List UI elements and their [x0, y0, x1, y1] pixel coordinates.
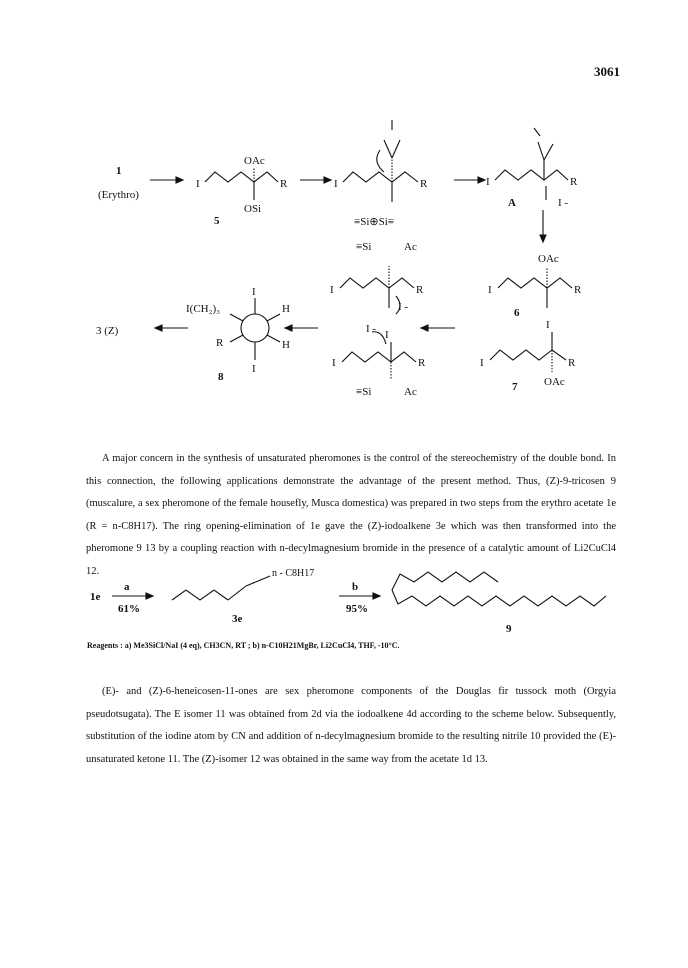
paragraph-2-text: (E)- and (Z)-6-heneicosen-11-ones are sex pheromone components of the Douglas fir tussock moth (Orgyia pseudotsugata). The E isomer 11 was obtained from 2d via the iodoalkene 4d according to the scheme below. Subsequently, substitution of the iodine atom by CN and addition of n-decylmagnesium bromide to the resulting nitrile 10 provided the (E)- unsaturated ketone 11. The (Z)-isomer 12 was obtained in the same way from the acetate 1d 13.	[86, 686, 616, 765]
newman-r: R	[216, 337, 224, 349]
yield-a: 61%	[118, 603, 140, 615]
r-lower: R	[418, 357, 426, 369]
newman-h-bottom: H	[282, 339, 290, 351]
iodine-7-top: I	[546, 319, 550, 331]
iodine-lower: I	[385, 329, 389, 341]
newman-ich2: I(CH₂)₃	[186, 303, 220, 315]
r-int: R	[420, 178, 428, 190]
step-b: b	[352, 581, 359, 593]
r-5: R	[280, 178, 288, 190]
synthesis-scheme	[0, 560, 688, 640]
cpd-5-label: 5	[214, 215, 220, 227]
reagents-caption: Reagents : a) Me3SiCl/NaI (4 eq), CH3CN, RT ; b) n-C10H21MgBr, Li2CuCl4, THF, -10°C.	[87, 641, 400, 650]
paragraph-1-text: A major concern in the synthesis of unsaturated pheromones is the control of the stereochemistry of the double bond. In this connection, the following applications demonstrate the advantage of the present method. Thus, (Z)-9-tricosen 9 (muscalure, a sex pheromone of the female housefly, Musca domestica) was prepared in two steps from the erythro acetate 1e (R = n-C8H17). The ring opening-elimination of 1e gave the (Z)-iodoalkene 3e which was then transformed into the pheromone 9 13 by a coupling reaction with n-decylmagnesium bromide in the presence of a catalytic amount of Li2CuCl4 12.	[86, 453, 616, 577]
oac-5: OAc	[244, 155, 265, 167]
newman-i-top: I	[252, 286, 256, 298]
si-oac-bottom: ≡Si	[356, 386, 372, 398]
cpd-8-label: 8	[218, 371, 224, 383]
newman-h-top: H	[282, 303, 290, 315]
osi-5: OSi	[244, 203, 262, 215]
cpd-a-label: A	[508, 197, 516, 209]
newman-i-bottom: I	[252, 363, 256, 375]
iodine-6: I	[488, 284, 492, 296]
paragraph-2	[86, 681, 616, 771]
oac-6: OAc	[538, 253, 559, 265]
product-3z: 3 (Z)	[96, 325, 119, 337]
iodine-7: I	[480, 357, 484, 369]
oac-7: OAc	[544, 376, 565, 388]
iodine-int: I	[334, 178, 338, 190]
r-6: R	[574, 284, 582, 296]
r-7: R	[568, 357, 576, 369]
yield-b: 95%	[346, 603, 368, 615]
r-a: R	[570, 176, 578, 188]
i-minus-mid: I -	[398, 301, 409, 313]
r-mid: R	[416, 284, 424, 296]
iodine-mid: I	[330, 284, 334, 296]
i-minus-lower: I -	[366, 323, 377, 335]
si-oac-top: ≡Si	[356, 241, 372, 253]
ac-bottom: Ac	[404, 386, 417, 398]
step-a: a	[124, 581, 130, 593]
cpd-1e: 1e	[90, 591, 101, 603]
cpd-6-label: 6	[514, 307, 520, 319]
ac-top: Ac	[404, 241, 417, 253]
cpd-1-label: 1	[116, 165, 122, 177]
iodine-5: I	[196, 178, 200, 190]
iodine-lower-left: I	[332, 357, 336, 369]
cpd-9: 9	[506, 623, 512, 635]
erythro-label: (Erythro)	[98, 189, 139, 201]
si-o-si: ≡Si⊕Si≡	[354, 216, 394, 228]
i-minus-a: I -	[558, 197, 569, 209]
octyl-substituent: n - C8H17	[272, 568, 315, 579]
cpd-7-label: 7	[512, 381, 518, 393]
iodine-a: I	[486, 176, 490, 188]
page-number: 3061	[594, 64, 620, 79]
cpd-3e: 3e	[232, 613, 243, 625]
